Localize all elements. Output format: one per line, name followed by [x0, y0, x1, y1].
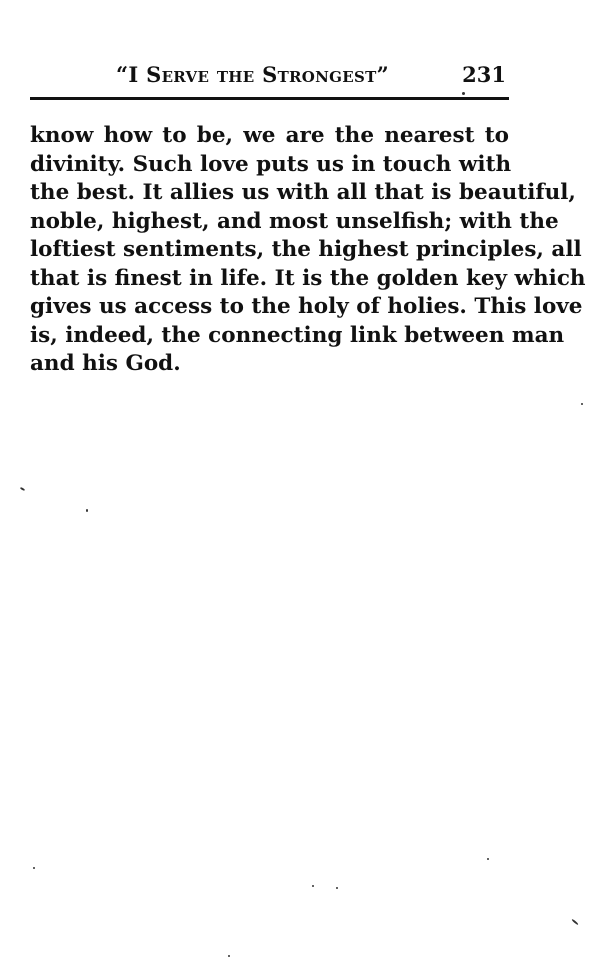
scan-speck — [228, 955, 230, 957]
scan-speck — [86, 509, 88, 512]
text-line: gives us access to the holy of holies. This love — [30, 294, 583, 319]
scan-speck — [336, 887, 338, 889]
scan-speck — [20, 487, 25, 491]
scan-speck — [487, 858, 489, 860]
scan-speck — [312, 885, 314, 887]
page-number: 231 — [462, 62, 506, 87]
text-line: divinity. Such love puts us in touch with — [30, 151, 512, 177]
header-rule — [30, 97, 509, 100]
text-line: noble, highest, and most unselfish; with the — [30, 208, 559, 234]
running-title: “I Serve the Strongest” — [116, 62, 389, 87]
text-line: is, indeed, the connecting link between man — [30, 322, 565, 348]
text-line: know how to be, we are the nearest to — [30, 123, 509, 148]
body-paragraph — [30, 122, 586, 379]
text-line: and his God. — [30, 351, 181, 376]
text-line: the best. It allies us with all that is beautiful, — [30, 180, 576, 205]
text-line: that is finest in life. It is the golden key which — [30, 265, 586, 291]
scan-speck — [462, 92, 465, 95]
running-head — [30, 62, 508, 92]
scan-speck — [33, 867, 35, 869]
text-line: loftiest sentiments, the highest principles, all — [30, 237, 582, 262]
scan-speck — [571, 919, 578, 926]
scan-speck — [581, 403, 583, 405]
